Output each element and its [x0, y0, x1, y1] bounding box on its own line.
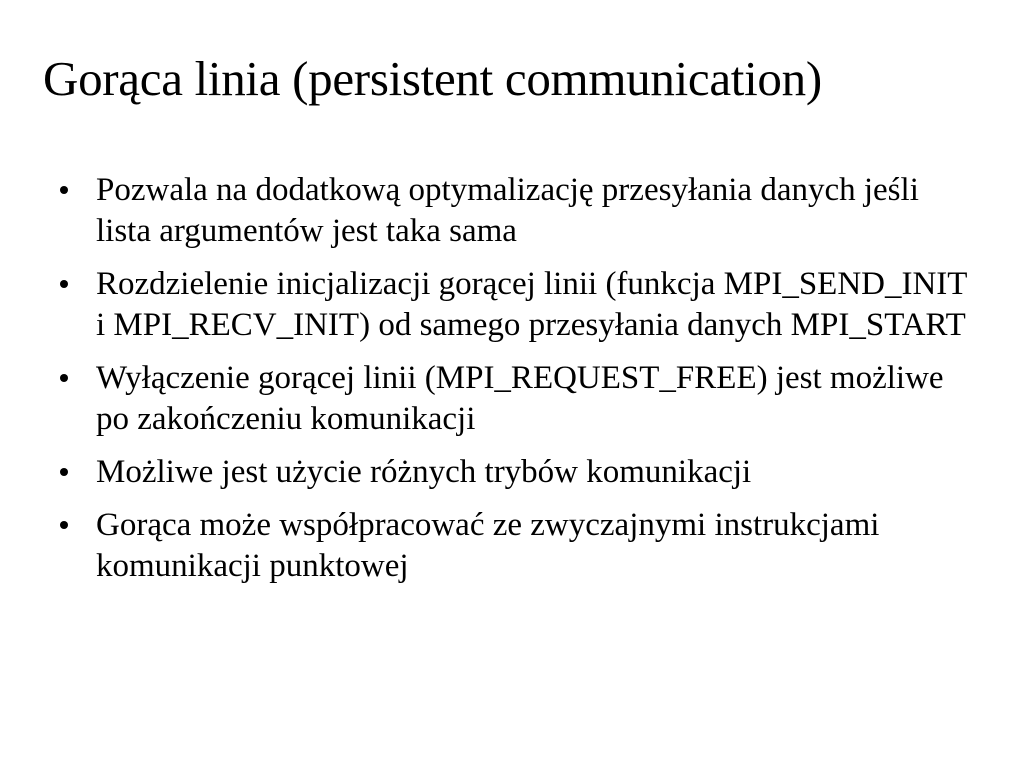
- bullet-text: Rozdzielenie inicjalizacji gorącej linii (funkcja MPI_SEND_INIT i MPI_RECV_INIT) od samego przesyłania danych MPI_START: [96, 266, 967, 343]
- bullet-dot-icon: [60, 468, 68, 476]
- bullet-item: [58, 452, 978, 493]
- slide-title: Gorąca linia (persistent communication): [43, 51, 822, 106]
- bullet-item: [58, 170, 978, 252]
- bullet-text: Możliwe jest użycie różnych trybów komunikacji: [96, 454, 752, 490]
- bullet-dot-icon: [60, 374, 68, 382]
- bullet-dot-icon: [60, 186, 68, 194]
- bullet-item: [58, 264, 978, 346]
- bullet-text: Pozwala na dodatkową optymalizację przesyłania danych jeśli lista argumentów jest taka sama: [96, 172, 919, 249]
- bullet-dot-icon: [60, 521, 68, 529]
- bullet-text: Gorąca może współpracować ze zwyczajnymi instrukcjami komunikacji punktowej: [96, 507, 880, 584]
- bullet-list: [58, 170, 978, 599]
- bullet-item: [58, 505, 978, 587]
- bullet-text: Wyłączenie gorącej linii (MPI_REQUEST_FREE) jest możliwe po zakończeniu komunikacji: [96, 360, 944, 437]
- bullet-item: [58, 358, 978, 440]
- bullet-dot-icon: [60, 280, 68, 288]
